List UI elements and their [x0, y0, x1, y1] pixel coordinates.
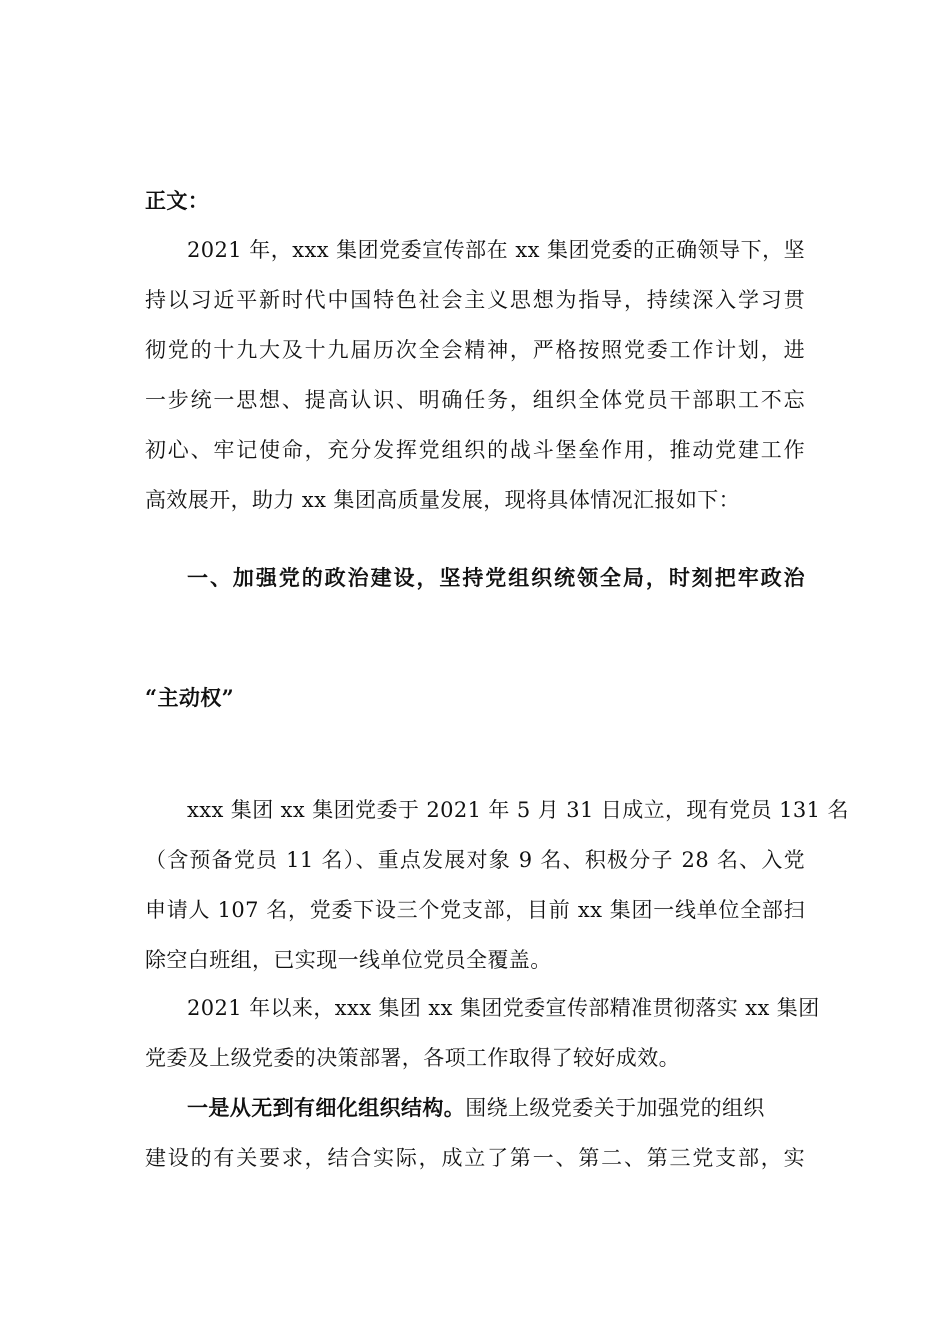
paragraph4-line: 建设的有关要求，结合实际，成立了第一、第二、第三党支部，实	[145, 1146, 805, 1170]
section-title: 一、加强党的政治建设，坚持党组织统领全局，时刻把牢政治	[187, 565, 805, 590]
paragraph1-line: 初心、牢记使命，充分发挥党组织的战斗堡垒作用，推动党建工作	[145, 438, 805, 462]
paragraph1-line: 一步统一思想、提高认识、明确任务，组织全体党员干部职工不忘	[145, 388, 805, 412]
paragraph1-line: 彻党的十九大及十九届历次全会精神，严格按照党委工作计划，进	[145, 338, 805, 362]
paragraph3-line: 党委及上级党委的决策部署，各项工作取得了较好成效。	[145, 1046, 680, 1070]
paragraph2-line: 除空白班组，已实现一线单位党员全覆盖。	[145, 948, 552, 972]
paragraph1-line: 2021 年，xxx 集团党委宣传部在 xx 集团党委的正确领导下，坚	[187, 238, 805, 262]
paragraph1-line: 持以习近平新时代中国特色社会主义思想为指导，持续深入学习贯	[145, 288, 805, 312]
paragraph4-first-line	[187, 1093, 805, 1123]
paragraph2-line: （含预备党员 11 名）、重点发展对象 9 名、积极分子 28 名、入党	[145, 848, 805, 872]
paragraph3-line: 2021 年以来，xxx 集团 xx 集团党委宣传部精准贯彻落实 xx 集团	[187, 996, 820, 1020]
section-title-continuation: “主动权”	[145, 685, 235, 710]
paragraph1-line: 高效展开，助力 xx 集团高质量发展，现将具体情况汇报如下：	[145, 488, 741, 512]
paragraph2-line: 申请人 107 名，党委下设三个党支部，目前 xx 集团一线单位全部扫	[145, 898, 805, 922]
paragraph2-line: xxx 集团 xx 集团党委于 2021 年 5 月 31 日成立，现有党员 131 名	[187, 798, 849, 822]
heading-label: 正文：	[145, 188, 210, 213]
paragraph4-lead: 一是从无到有细化组织结构。	[187, 1095, 466, 1120]
paragraph4-lead-rest: 围绕上级党委关于加强党的组织	[465, 1096, 765, 1120]
